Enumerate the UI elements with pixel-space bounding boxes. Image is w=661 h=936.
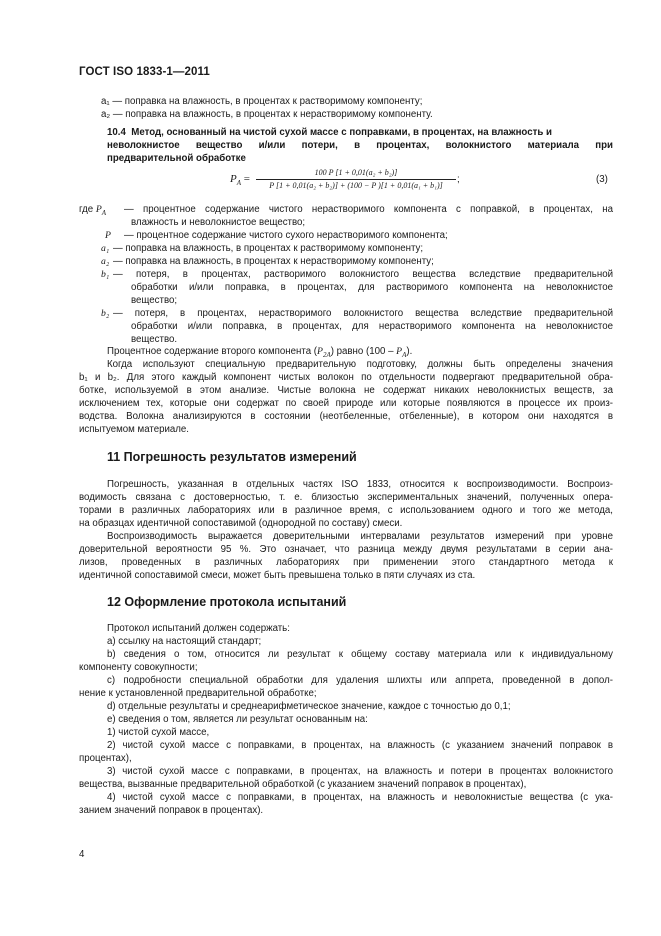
list-item: d) отдельные результаты и среднеарифметическое значение, каждое с точностью до 0,1; xyxy=(107,701,511,712)
list-item: 2) чистой сухой массе с поправками, в процентах, на влажность (с указанием значений поправок в xyxy=(107,740,613,751)
para-line: на образцах идентичной сопоставимой (однородной по составу) смеси. xyxy=(79,518,403,529)
def-a1-text: — поправка на влажность, в процентах к растворимому компоненту; xyxy=(113,243,424,254)
para-line: Воспроизводимость выражается доверительными интервалами результатов измерений при уровне xyxy=(107,531,613,542)
para-line: идентичной сопоставимой смеси, может быть превышена только в пяти случаях из ста. xyxy=(79,570,476,581)
def-b1-symbol: b₁ xyxy=(101,269,110,280)
def-b2-symbol: b₂ xyxy=(101,308,110,319)
list-item: b) сведения о том, относится ли результат к общему составу материала или к индивидуальному xyxy=(107,649,613,660)
def-p-text: — процентное содержание чистого сухого нерастворимого компонента; xyxy=(124,230,448,241)
section-number: 10.4 xyxy=(107,127,126,138)
para-line: ботке, используемой в этом анализе. Чистые волокна не содержат никаких неволокнистых веществ, за xyxy=(79,385,613,396)
def-a2-symbol: a₂ xyxy=(101,256,110,267)
section-10-4-title-line3: предварительной обработке xyxy=(107,153,246,164)
def-pa-line1: — процентное содержание чистого нерастворимого компонента с поправкой, в процентах, на xyxy=(124,204,613,215)
list-item: c) подробности специальной обработки для удаления шлихты или аппрета, проведенной в допол- xyxy=(107,675,613,686)
list-item: процентах), xyxy=(79,753,132,764)
para-line: испытуемом материале. xyxy=(79,424,190,435)
list-item: компоненту совокупности; xyxy=(79,662,198,673)
fraction-bar xyxy=(256,179,456,180)
para-line: водимость связана с достоверностью, т. е. близостью экспериментальных значений, полученных опера- xyxy=(79,492,613,503)
def-b2-line3: вещество. xyxy=(131,334,178,345)
def-a1-top: a₁ — поправка на влажность, в процентах к растворимому компоненту; xyxy=(101,96,423,107)
list-item: a) ссылку на настоящий стандарт; xyxy=(107,636,262,647)
list-item: занием значений поправок в процентах). xyxy=(79,805,264,816)
para-line: торами в различных лабораториях или в различное время, с использованием одного и того же метода, xyxy=(79,505,613,516)
document-header: ГОСТ ISO 1833-1—2011 xyxy=(79,66,210,78)
para-line: исключением тех, которые они содержат по своей природе или которые появляются в процессе их произ- xyxy=(79,398,613,409)
list-item: e) сведения о том, является ли результат основанным на: xyxy=(107,714,368,725)
def-b1-line2: обработки и/или поправка, в процентах, для растворимого компонента на неволокнистое xyxy=(131,282,613,293)
section-11-title: 11 Погрешность результатов измерений xyxy=(107,450,357,464)
def-a1-symbol: a₁ xyxy=(101,243,110,254)
list-item: 4) чистой сухой массе с поправками, в процентах, на влажность и неволокнистые вещества (с ука- xyxy=(107,792,613,803)
para-line: доверительной вероятности 95 %. Это означает, что разница между двумя результатами в серии ана- xyxy=(79,544,613,555)
def-a2-text: — поправка на влажность, в процентах к нерастворимому компоненту; xyxy=(113,256,434,267)
def-b1-line1: — потеря, в процентах, растворимого волокнистого вещества вследствие предварительной xyxy=(113,269,613,280)
def-b1-line3: вещество; xyxy=(131,295,178,306)
def-p-symbol: P xyxy=(105,230,111,241)
formula-lhs: $P_A$ = xyxy=(230,173,250,188)
section-10-4-title-line2: неволокнистое вещество и/или потери, в процентах, волокнистого материала при xyxy=(107,140,613,151)
list-item: нение к установленной предварительной обработке; xyxy=(79,688,317,699)
page-number: 4 xyxy=(79,849,85,860)
formula-end: ; xyxy=(457,174,460,185)
def-pa-line2: влажность и неволокнистое вещество; xyxy=(131,217,306,228)
para-line: лизов, проведенных в различных лабораториях при применении этого стандартного метода к xyxy=(79,557,613,568)
list-item: 1) чистой сухой массе, xyxy=(107,727,210,738)
section-title-text: Метод, основанный на чистой сухой массе с поправками, в процентах, на влажность и xyxy=(131,127,552,138)
para-line: Когда используют специальную предварительную подготовку, должны быть определены значения xyxy=(107,359,613,370)
para-line: водства. Волокна анализируются в состоянии (неотбеленные, отбеленные), в котором они находятся в xyxy=(79,411,613,422)
def-b2-line1: — потеря, в процентах, нерастворимого волокнистого вещества вследствие предварительной xyxy=(113,308,613,319)
def-a2-top: a₂ — поправка на влажность, в процентах к нерастворимому компоненту. xyxy=(101,109,433,120)
list-item: Протокол испытаний должен содержать: xyxy=(107,623,290,634)
section-12-title: 12 Оформление протокола испытаний xyxy=(107,595,347,609)
list-item: 3) чистой сухой массе с поправками, в процентах, на влажность и потери в процентах волокнистого xyxy=(107,766,613,777)
def-b2-line2: обработки и/или поправка, в процентах, для нерастворимого компонента на неволокнистое xyxy=(131,321,613,332)
para-line: b₁ и b₂. Для этого каждый компонент чистых волокон по отдельности подвергают предварительной обра- xyxy=(79,372,613,383)
formula-numerator: 100 P [1 + 0,01(a₂ + b₂)] xyxy=(314,168,398,177)
second-component-text: Процентное содержание второго компонента $(P_{2A})$ равно $(100 - P_A)$. xyxy=(107,346,413,359)
para-line: Погрешность, указанная в отдельных частях ISO 1833, относится к воспроизводимости. Воспроиз- xyxy=(107,479,613,490)
def-where: где $P_A$ xyxy=(79,204,107,217)
formula-denominator: P [1 + 0,01(a₂ + b₂)] + (100 − P )[1 + 0,01(a₁ + b₁)] xyxy=(269,181,443,190)
section-10-4-title-line1 xyxy=(107,126,613,139)
formula-number: (3) xyxy=(596,174,608,185)
list-item: вещества, вызванные предварительной обработкой (с указанием значений поправок в процентах), xyxy=(79,779,527,790)
